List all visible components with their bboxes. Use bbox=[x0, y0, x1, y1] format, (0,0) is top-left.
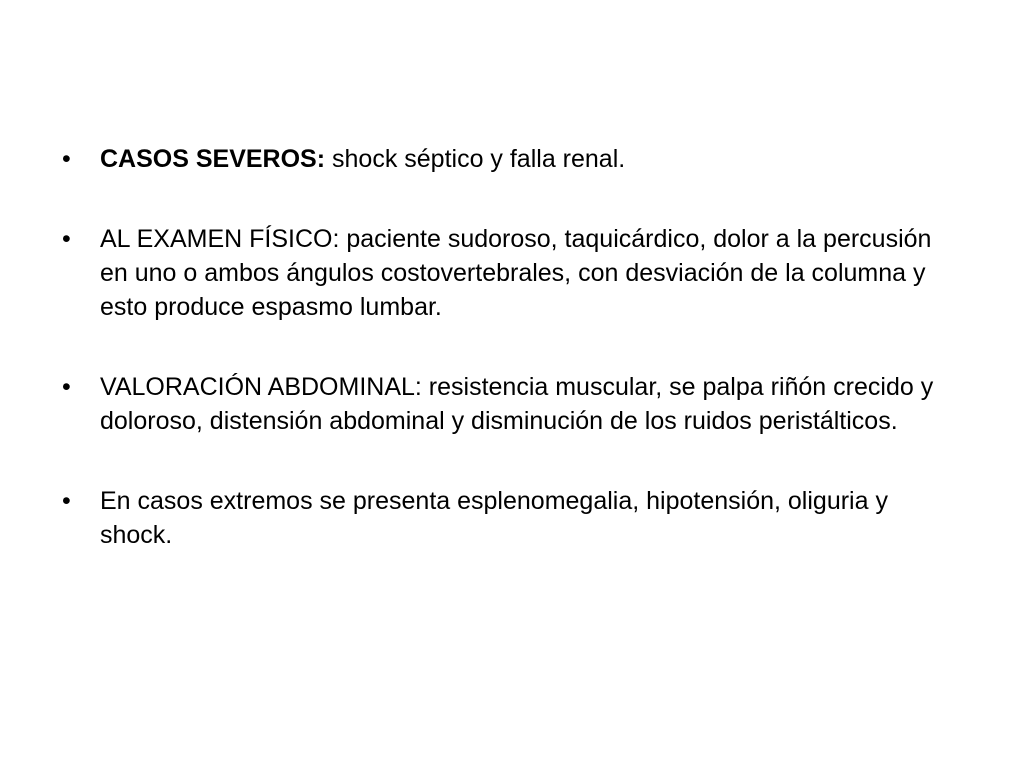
bullet-body: VALORACIÓN ABDOMINAL: resistencia muscular, se palpa riñón crecido y doloroso, distensión abdominal y disminución de los ruidos peristálticos. bbox=[100, 373, 934, 435]
bullet-item-casos-severos bbox=[62, 142, 962, 176]
bullet-list bbox=[62, 142, 962, 552]
bullet-glyph: • bbox=[62, 373, 71, 401]
bullet-glyph: • bbox=[62, 145, 71, 173]
bullet-glyph: • bbox=[62, 487, 71, 515]
bullet-text bbox=[100, 145, 625, 173]
bullet-body: AL EXAMEN FÍSICO: paciente sudoroso, taquicárdico, dolor a la percusión en uno o ambos ángulos costovertebrales, con desviación de la columna y esto produce espasmo lumbar. bbox=[100, 225, 932, 321]
bullet-item-casos-extremos bbox=[62, 484, 962, 552]
bullet-lead: CASOS SEVEROS: bbox=[100, 145, 326, 173]
bullet-body: En casos extremos se presenta esplenomegalia, hipotensión, oliguria y shock. bbox=[100, 487, 888, 549]
bullet-body: shock séptico y falla renal. bbox=[325, 145, 626, 173]
bullet-glyph: • bbox=[62, 225, 71, 253]
bullet-item-valoracion-abdominal bbox=[62, 370, 962, 438]
bullet-item-examen-fisico bbox=[62, 222, 962, 324]
